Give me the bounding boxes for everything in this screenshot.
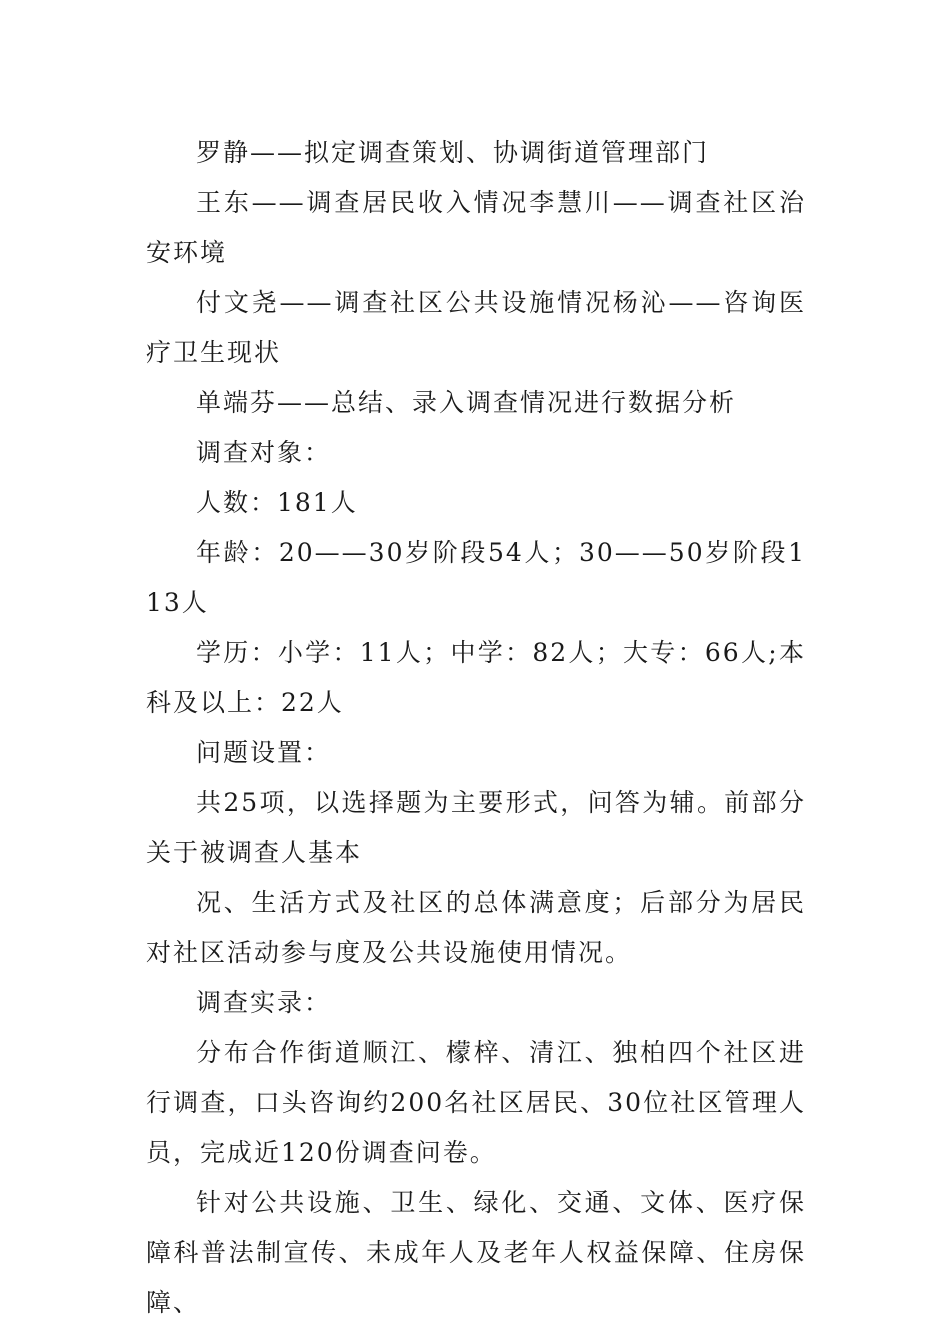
paragraph-staff-wangdong: 王东——调查居民收入情况李慧川——调查社区治安环境	[146, 188, 806, 267]
paragraph-staff-fuwenyao: 付文尧——调查社区公共设施情况杨沁——咨询医疗卫生现状	[146, 288, 806, 367]
paragraph-staff-luojing: 罗静——拟定调查策划、协调街道管理部门	[196, 138, 710, 167]
document-body	[146, 128, 806, 1328]
heading-survey-record: 调查实录：	[196, 988, 332, 1017]
paragraph-education: 学历：小学：11人；中学：82人；大专：66人;本科及以上：22人	[146, 638, 806, 717]
paragraph-headcount: 人数：181人	[196, 488, 358, 517]
paragraph-survey-topics: 针对公共设施、卫生、绿化、交通、文体、医疗保障科普法制宣传、未成年人及老年人权益保障、住房保障、	[146, 1188, 806, 1317]
paragraph-survey-distribution: 分布合作街道顺江、檬梓、清江、独柏四个社区进行调查，口头咨询约200名社区居民、30位社区管理人员，完成近120份调查问卷。	[146, 1038, 806, 1167]
paragraph-age: 年龄：20——30岁阶段54人；30——50岁阶段113人	[146, 538, 806, 617]
paragraph-question-content: 况、生活方式及社区的总体满意度；后部分为居民对社区活动参与度及公共设施使用情况。	[146, 888, 806, 967]
paragraph-question-count: 共25项，以选择题为主要形式，问答为辅。前部分关于被调查人基本	[146, 788, 806, 867]
paragraph-staff-shanduanfen: 单端芬——总结、录入调查情况进行数据分析	[196, 388, 737, 417]
heading-survey-subjects: 调查对象：	[196, 438, 332, 467]
heading-question-setup: 问题设置：	[196, 738, 332, 767]
